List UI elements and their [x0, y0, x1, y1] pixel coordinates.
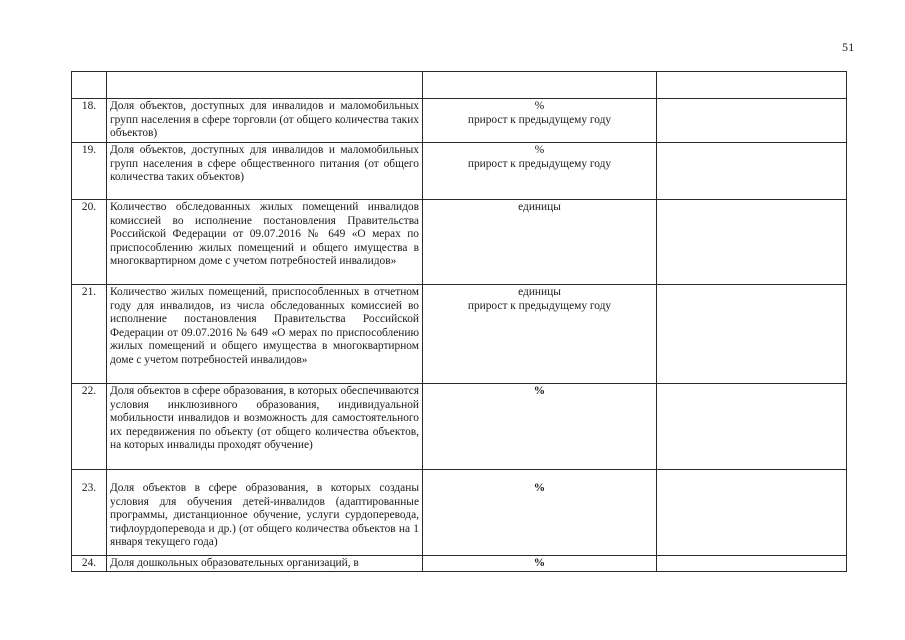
unit-line: %	[534, 100, 545, 112]
unit-line: прирост к предыдущему году	[467, 299, 612, 312]
table-row	[72, 99, 847, 143]
row-description: Количество обследованных жилых помещений инвалидов комиссией во исполнение постановления Правительства Российской Федерации от 09.07.2016 № 649 «О мерах по приспособлению жилых помещений и общего имущества в многоквартирном доме с учетом потребностей инвалидов»	[107, 200, 423, 285]
row-unit	[423, 143, 657, 200]
row-number: 23.	[72, 470, 107, 556]
row-description: Доля объектов, доступных для инвалидов и маломобильных групп населения в сфере общественного питания (от общего количества таких объектов)	[107, 143, 423, 200]
table-row	[72, 285, 847, 384]
unit-line: единицы	[518, 201, 561, 213]
table-row	[72, 384, 847, 470]
row-number: 18.	[72, 99, 107, 143]
row-unit	[423, 384, 657, 470]
page-number: 51	[842, 40, 855, 54]
indicators-table	[71, 71, 847, 572]
row-value	[657, 384, 847, 470]
row-number: 24.	[72, 556, 107, 572]
row-number: 21.	[72, 285, 107, 384]
header-cell-description	[107, 72, 423, 99]
unit-line: прирост к предыдущему году	[467, 113, 612, 126]
row-unit	[423, 285, 657, 384]
row-description: Доля дошкольных образовательных организаций, в	[107, 556, 423, 572]
row-description: Доля объектов в сфере образования, в которых обеспечиваются условия инклюзивного образования, индивидуальной мобильности инвалидов и возможность для самостоятельного их передвижения по объекту (от общего количества объектов, на которых инвалиды проходят обучение)	[107, 384, 423, 470]
unit-line: прирост к предыдущему году	[467, 157, 612, 170]
row-value	[657, 200, 847, 285]
row-description: Доля объектов в сфере образования, в которых созданы условия для обучения детей-инвалидов (адаптированные программы, дистанционное обучение, услуги сурдоперевода, тифлоурдоперевода и др.) (от общего количества объектов на 1 января текущего года)	[107, 470, 423, 556]
unit-line: %	[533, 482, 546, 494]
row-unit	[423, 200, 657, 285]
unit-line: %	[533, 385, 546, 397]
table-row	[72, 200, 847, 285]
row-value	[657, 285, 847, 384]
table-row	[72, 470, 847, 556]
unit-line: %	[534, 144, 545, 156]
table-row	[72, 143, 847, 200]
header-cell-value	[657, 72, 847, 99]
row-number: 19.	[72, 143, 107, 200]
row-description: Количество жилых помещений, приспособленных в отчетном году для инвалидов, из числа обследованных комиссией во исполнение постановления Правительства Российской Федерации от 09.07.2016 № 649 «О мерах по приспособлению жилых помещений и общего имущества в многоквартирном доме с учетом потребностей инвалидов»	[107, 285, 423, 384]
row-description: Доля объектов, доступных для инвалидов и маломобильных групп населения в сфере торговли (от общего количества таких объектов)	[107, 99, 423, 143]
row-value	[657, 99, 847, 143]
row-unit	[423, 99, 657, 143]
unit-line: %	[533, 557, 546, 569]
table-header-row	[72, 72, 847, 99]
table-row	[72, 556, 847, 572]
row-number: 22.	[72, 384, 107, 470]
unit-line: единицы	[518, 286, 561, 298]
header-cell-unit	[423, 72, 657, 99]
row-value	[657, 143, 847, 200]
row-unit	[423, 470, 657, 556]
row-unit	[423, 556, 657, 572]
header-cell-number	[72, 72, 107, 99]
row-value	[657, 556, 847, 572]
row-number: 20.	[72, 200, 107, 285]
row-value	[657, 470, 847, 556]
